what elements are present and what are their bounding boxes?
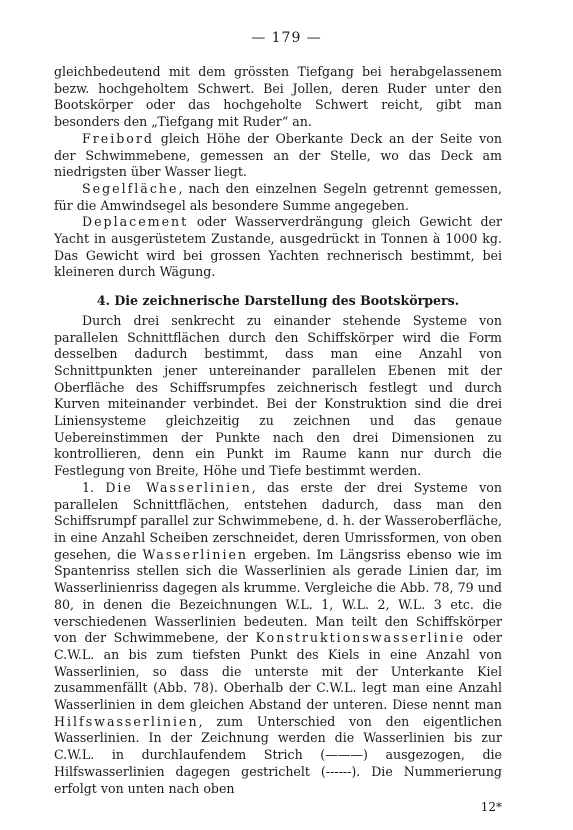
term-konstruktionswasserlinie: Konstruktionswasserlinie xyxy=(255,630,466,646)
paragraph-intro: Durch drei senkrecht zu einander stehende Systeme von parallelen Schnittflächen durch den Schiffskörper wird die Form desselben dadurch bestimmt, dass man eine Anzahl von Schnittpunkten jener untereinander parallelen Ebenen mit der Oberfläche des Schiffsrumpfes zeichnerisch festlegt und durch Kurven miteinander verbindet. Bei der Konstruktion sind die drei Liniensysteme gleichzeitig zu zeichnen und das genaue Uebereinstimmen der Punkte nach den drei Dimensionen zu kontrollieren, denn ein Punkt im Raume kann nur durch die Festlegung von Breite, Höhe und Tiefe bestimmt werden. xyxy=(54,312,502,479)
paragraph-text: , das erste der drei Systeme von parallelen Schnittflächen, entstehen dadurch, dass man den Schiffsrumpf parallel zur Schwimmebene, d. h. der Wasseroberfläche, in eine Anzahl Scheiben zerschneidet, deren Umrissformen, von oben gesehen, die xyxy=(54,479,502,562)
paragraph-text: oder Wasserverdrängung gleich Gewicht der Yacht in ausgerüstetem Zustande, ausgedrückt in Tonnen à 1000 kg. Das Gewicht wird bei grossen Yachten rechnerisch bestimmt, bei kleineren durch Wägung. xyxy=(54,214,502,280)
term-freibord: Freibord xyxy=(82,130,154,146)
page-number: — 179 — xyxy=(251,30,322,46)
paragraph-text: , nach den einzelnen Segeln getrennt gemessen, für die Amwindsegel als besondere Summe angegeben. xyxy=(54,180,502,213)
paragraph-segelflaeche xyxy=(54,181,502,214)
paragraph-text: ergeben. Im Längsriss ebenso wie im Spantenriss stellen sich die Wasserlinien als gerade Linien dar, im Wasserlinienriss dagegen als krumme. Vergleiche die Abb. 78, 79 und 80, in denen die Bezeichnungen W.L. 1, W.L. 2, W.L. 3 etc. die verschiedenen Wasserlinien bedeuten. Man teilt den Schiffskörper von der Schwimmebene, der xyxy=(54,546,502,646)
term-deplacement: Deplacement xyxy=(82,214,189,230)
paragraph-continuation: gleichbedeutend mit dem grössten Tiefgang bei herabgelassenem bezw. hochgeholtem Schwert. Bei Jollen, deren Ruder unter den Bootskörper oder das hochgeholte Schwert reicht, gibt man besonders den „Tiefgang mit Ruder“ an. xyxy=(54,64,502,130)
term-die-wasserlinien: Die Wasserlinien xyxy=(105,479,252,495)
paragraph-wasserlinien xyxy=(54,480,502,797)
paragraph-text: gleich Höhe der Oberkante Deck an der Seite von der Schwimmebene, gemessen an der Stelle, wo das Deck am niedrigsten über Wasser liegt. xyxy=(54,130,502,180)
paragraph-text: , zum Unterschied von den eigentlichen Wasserlinien. In der Zeichnung werden die Wasserlinien bis zur C.W.L. in durchlaufendem Strich (———) ausgezogen, die Hilfswasserlinien dagegen gestrichelt (------). Die Nummerierung erfolgt von unten nach oben xyxy=(54,713,502,796)
signature-mark: 12* xyxy=(480,800,502,814)
item-number: 1. xyxy=(82,479,106,495)
paragraph-freibord xyxy=(54,131,502,181)
paragraph-text: oder C.W.L. an bis zum tiefsten Punkt des Kiels in eine Anzahl von Wasserlinien, so dass die unterste mit der Unterkante Kiel zusammenfällt (Abb. 78). Oberhalb der C.W.L. legt man eine Anzahl Wasserlinien in dem gleichen Abstand der unteren. Diese nennt man xyxy=(54,630,502,713)
term-segelflaeche: Segelfläche xyxy=(82,180,179,196)
paragraph-deplacement xyxy=(54,214,502,281)
section-heading: 4. Die zeichnerische Darstellung des Bootskörpers. xyxy=(96,293,460,309)
body-text xyxy=(54,64,502,797)
term-wasserlinien: Wasserlinien xyxy=(142,546,249,562)
term-hilfswasserlinien: Hilfswasserlinien xyxy=(54,713,199,729)
